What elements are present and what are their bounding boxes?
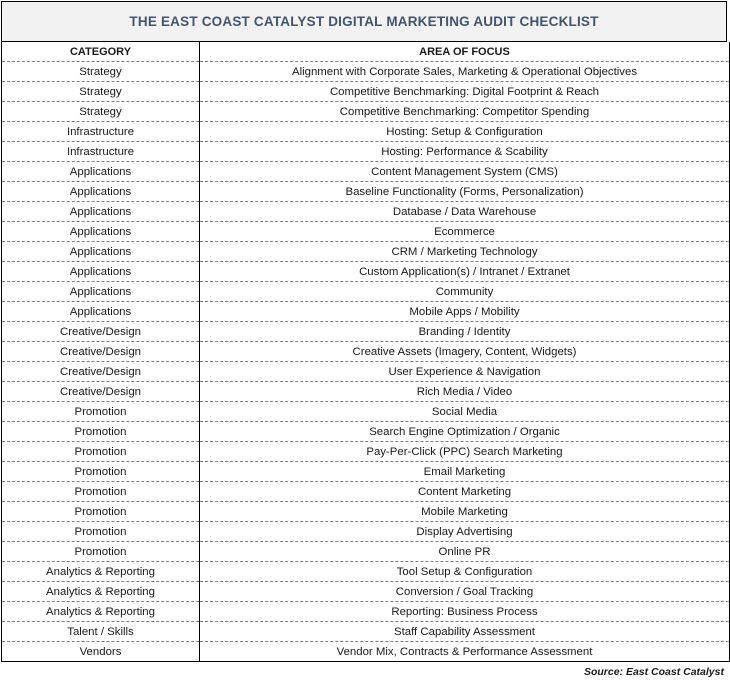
focus-cell: Database / Data Warehouse <box>200 202 730 222</box>
category-cell: Vendors <box>2 642 200 662</box>
focus-header: AREA OF FOCUS <box>200 42 730 62</box>
focus-cell: Pay-Per-Click (PPC) Search Marketing <box>200 442 730 462</box>
category-cell: Applications <box>2 302 200 322</box>
category-cell: Analytics & Reporting <box>2 562 200 582</box>
focus-cell: Alignment with Corporate Sales, Marketing & Operational Objectives <box>200 62 730 82</box>
header-row <box>2 42 730 62</box>
category-cell: Promotion <box>2 522 200 542</box>
focus-cell: Reporting: Business Process <box>200 602 730 622</box>
table-row <box>2 242 730 262</box>
category-cell: Applications <box>2 282 200 302</box>
category-cell: Applications <box>2 222 200 242</box>
focus-cell: Hosting: Performance & Scability <box>200 142 730 162</box>
category-cell: Applications <box>2 182 200 202</box>
table-row <box>2 522 730 542</box>
table-row <box>2 202 730 222</box>
table-row <box>2 642 730 662</box>
category-cell: Promotion <box>2 442 200 462</box>
category-cell: Creative/Design <box>2 362 200 382</box>
focus-cell: Custom Application(s) / Intranet / Extranet <box>200 262 730 282</box>
table-row <box>2 422 730 442</box>
category-cell: Applications <box>2 242 200 262</box>
focus-cell: Community <box>200 282 730 302</box>
category-cell: Talent / Skills <box>2 622 200 642</box>
focus-cell: Ecommerce <box>200 222 730 242</box>
category-cell: Analytics & Reporting <box>2 602 200 622</box>
focus-cell: Display Advertising <box>200 522 730 542</box>
focus-cell: Competitive Benchmarking: Competitor Spending <box>200 102 730 122</box>
table-row <box>2 502 730 522</box>
table-row <box>2 582 730 602</box>
table-row <box>2 382 730 402</box>
source-note: Source: East Coast Catalyst <box>583 666 724 678</box>
category-cell: Strategy <box>2 62 200 82</box>
table-row <box>2 282 730 302</box>
table-row <box>2 362 730 382</box>
category-cell: Creative/Design <box>2 342 200 362</box>
table-row <box>2 82 730 102</box>
focus-cell: Branding / Identity <box>200 322 730 342</box>
category-cell: Promotion <box>2 482 200 502</box>
focus-cell: Online PR <box>200 542 730 562</box>
category-cell: Creative/Design <box>2 382 200 402</box>
table-row <box>2 322 730 342</box>
focus-cell: Content Management System (CMS) <box>200 162 730 182</box>
category-cell: Applications <box>2 202 200 222</box>
checklist-body <box>2 62 730 662</box>
focus-cell: Vendor Mix, Contracts & Performance Assessment <box>200 642 730 662</box>
focus-cell: Competitive Benchmarking: Digital Footprint & Reach <box>200 82 730 102</box>
table-row <box>2 622 730 642</box>
focus-cell: Search Engine Optimization / Organic <box>200 422 730 442</box>
category-cell: Applications <box>2 262 200 282</box>
focus-cell: Tool Setup & Configuration <box>200 562 730 582</box>
table-row <box>2 302 730 322</box>
focus-cell: User Experience & Navigation <box>200 362 730 382</box>
category-cell: Promotion <box>2 402 200 422</box>
table-row <box>2 182 730 202</box>
table-row <box>2 222 730 242</box>
category-cell: Strategy <box>2 102 200 122</box>
table-row <box>2 542 730 562</box>
category-cell: Analytics & Reporting <box>2 582 200 602</box>
category-cell: Promotion <box>2 502 200 522</box>
table-row <box>2 122 730 142</box>
focus-cell: Staff Capability Assessment <box>200 622 730 642</box>
category-header: CATEGORY <box>2 42 200 62</box>
table-row <box>2 262 730 282</box>
focus-cell: Conversion / Goal Tracking <box>200 582 730 602</box>
focus-cell: Social Media <box>200 402 730 422</box>
focus-cell: Mobile Marketing <box>200 502 730 522</box>
category-cell: Promotion <box>2 462 200 482</box>
focus-cell: Rich Media / Video <box>200 382 730 402</box>
table-row <box>2 462 730 482</box>
category-cell: Infrastructure <box>2 122 200 142</box>
table-row <box>2 482 730 502</box>
table-row <box>2 162 730 182</box>
focus-cell: CRM / Marketing Technology <box>200 242 730 262</box>
table-row <box>2 602 730 622</box>
checklist-title: THE EAST COAST CATALYST DIGITAL MARKETING AUDIT CHECKLIST <box>1 1 727 42</box>
category-cell: Strategy <box>2 82 200 102</box>
category-cell: Creative/Design <box>2 322 200 342</box>
focus-cell: Content Marketing <box>200 482 730 502</box>
table-row <box>2 442 730 462</box>
focus-cell: Creative Assets (Imagery, Content, Widgets) <box>200 342 730 362</box>
focus-cell: Mobile Apps / Mobility <box>200 302 730 322</box>
table-row <box>2 402 730 422</box>
checklist-sheet <box>1 1 727 662</box>
category-cell: Applications <box>2 162 200 182</box>
category-cell: Promotion <box>2 542 200 562</box>
table-row <box>2 142 730 162</box>
focus-cell: Hosting: Setup & Configuration <box>200 122 730 142</box>
table-row <box>2 342 730 362</box>
table-row <box>2 62 730 82</box>
checklist-table <box>1 42 730 662</box>
table-row <box>2 102 730 122</box>
focus-cell: Email Marketing <box>200 462 730 482</box>
table-row <box>2 562 730 582</box>
category-cell: Promotion <box>2 422 200 442</box>
focus-cell: Baseline Functionality (Forms, Personalization) <box>200 182 730 202</box>
category-cell: Infrastructure <box>2 142 200 162</box>
